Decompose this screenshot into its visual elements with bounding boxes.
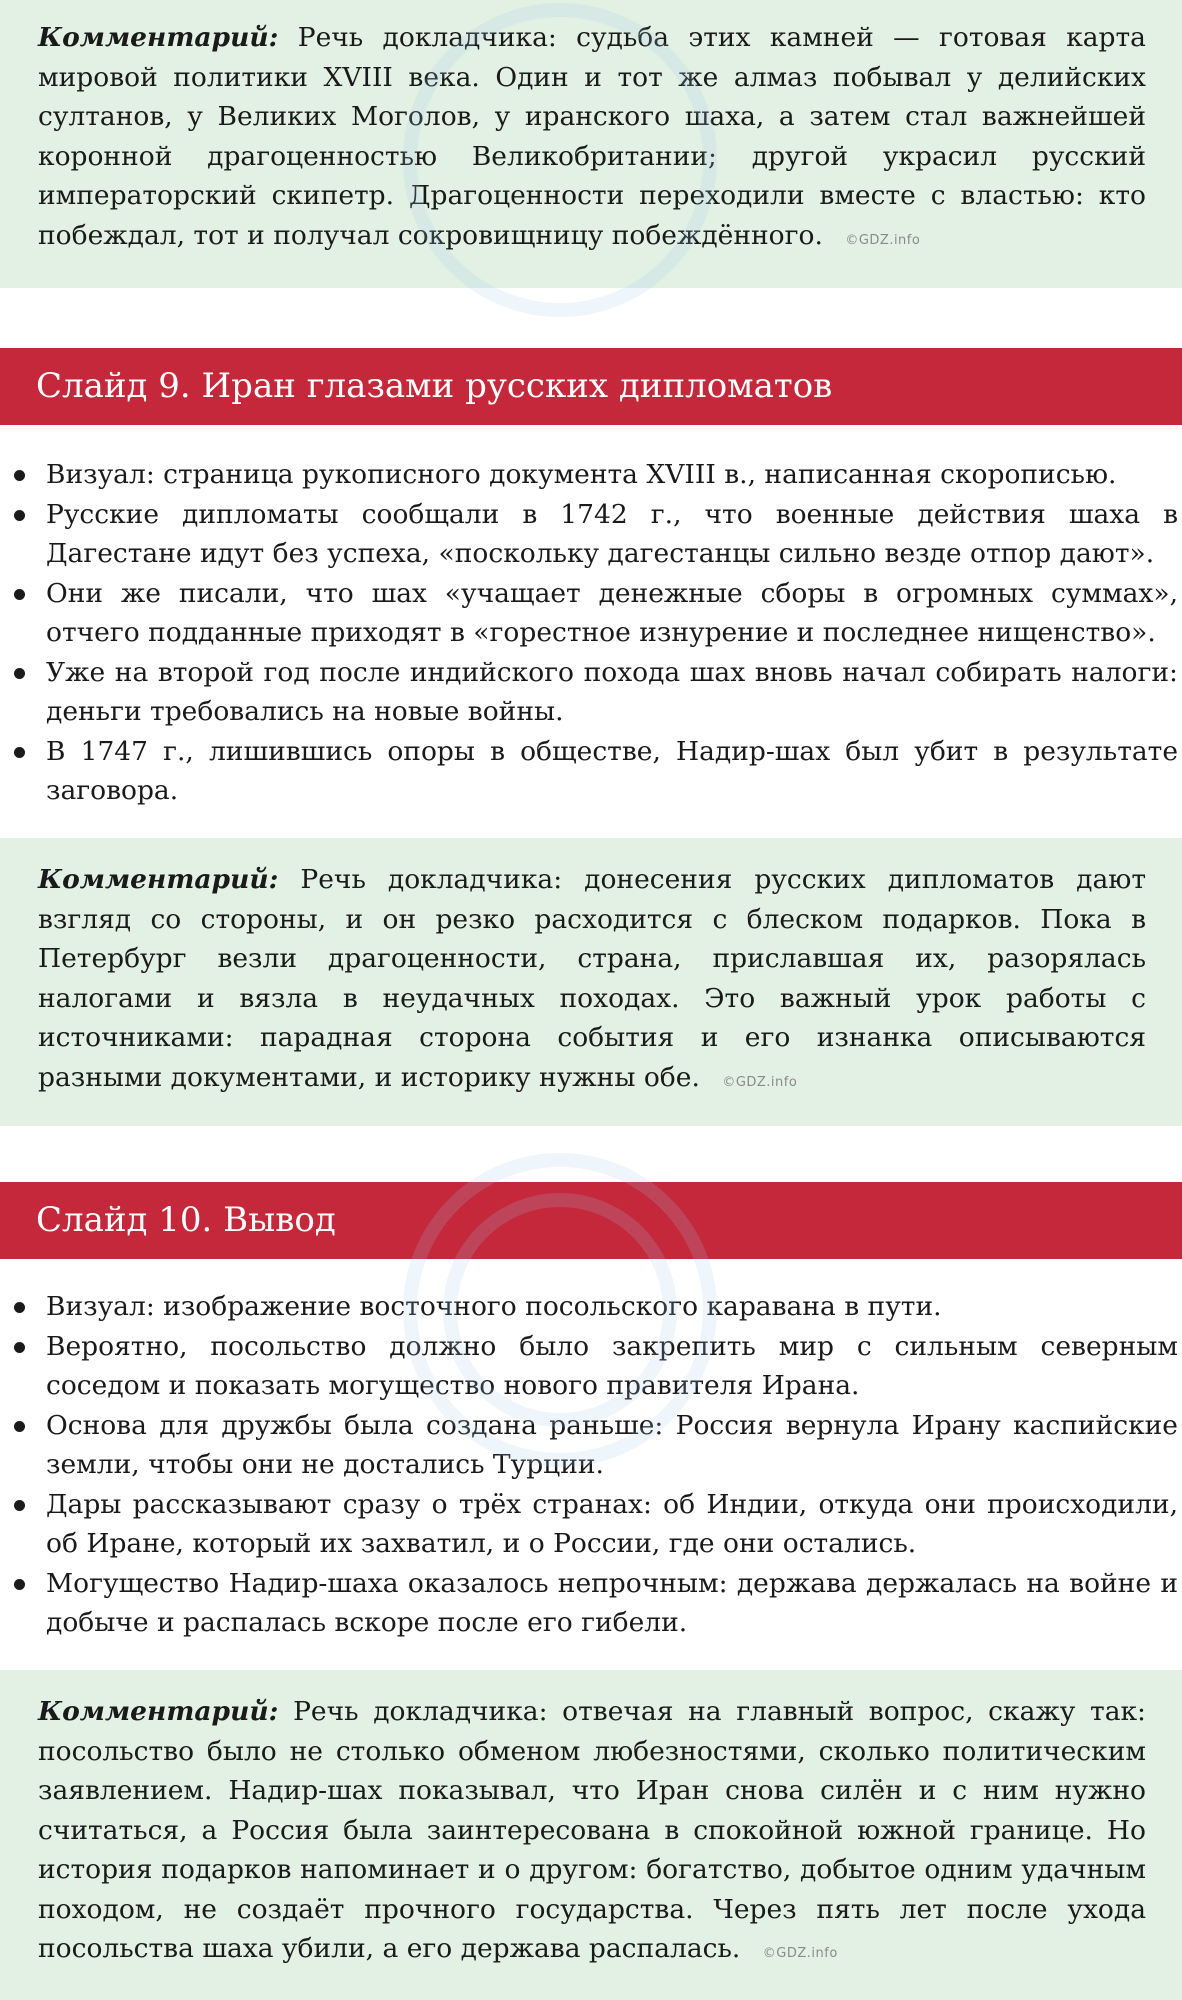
comment-text: Речь докладчика: отвечая на главный вопрос, скажу так: посольство было не столько обменом любезностями, сколько политическим заявлением. Надир-шах показывал, что Иран снова силён и с ним нужно считаться, а Россия была заинтересована в спокойной южной границе. Но история подарков напоминает и о другом: богатство, добытое одним удачным походом, не создаёт прочного государства. Через пять лет после ухода посольства шаха убили, а его держава распалась.: [38, 1696, 1146, 1964]
bullet-item: Основа для дружбы была создана раньше: Россия вернула Ирану каспийские земли, чтобы они не достались Турции.: [0, 1406, 1182, 1485]
comment-label: Комментарий:: [38, 22, 279, 53]
bullet-item: Визуал: страница рукописного документа XVIII в., написанная скорописью.: [0, 455, 1182, 495]
comment-text: Речь докладчика: судьба этих камней — готовая карта мировой политики XVIII века. Один и тот же алмаз побывал у делийских султанов, у Великих Моголов, у иранского шаха, а затем стал важнейшей коронной драгоценностью Великобритании; другой украсил русский императорский скипетр. Драгоценности переходили вместе с властью: кто побеждал, тот и получал сокровищницу побеждённого.: [38, 22, 1146, 251]
bullet-item: Вероятно, посольство должно было закрепить мир с сильным северным соседом и показать могущество нового правителя Ирана.: [0, 1327, 1182, 1406]
slide-9-header: Слайд 9. Иран глазами русских дипломатов: [0, 348, 1182, 425]
watermark-text: ©GDZ.info: [762, 1946, 838, 1961]
watermark-text: ©GDZ.info: [722, 1074, 798, 1090]
comment-text: Речь докладчика: донесения русских дипломатов дают взгляд со стороны, и он резко расходится с блеском подарков. Пока в Петербург везли драгоценности, страна, приславшая их, разорялась налогами и вязла в неудачных походах. Это важный урок работы с источниками: парадная сторона события и его изнанка описываются разными документами, и историку нужны обе.: [38, 864, 1146, 1093]
bullet-item: Дары рассказывают сразу о трёх странах: об Индии, откуда они происходили, об Иране, который их захватил, и о России, где они остались.: [0, 1485, 1182, 1564]
bullet-item: Уже на второй год после индийского похода шах вновь начал собирать налоги: деньги требовались на новые войны.: [0, 653, 1182, 732]
bullet-item: Русские дипломаты сообщали в 1742 г., что военные действия шаха в Дагестане идут без успеха, «поскольку дагестанцы сильно везде отпор дают».: [0, 495, 1182, 574]
watermark-text: ©GDZ.info: [845, 232, 921, 248]
comment-box-3: [0, 1670, 1182, 2000]
bullet-item: Визуал: изображение восточного посольского каравана в пути.: [0, 1287, 1182, 1327]
comment-box-1: [0, 0, 1182, 288]
slide-10-bullets: [0, 1287, 1182, 1643]
bullet-item: Могущество Надир-шаха оказалось непрочным: держава держалась на войне и добыче и распалась вскоре после его гибели.: [0, 1564, 1182, 1643]
comment-box-2: [0, 838, 1182, 1126]
slide-9-bullets: [0, 455, 1182, 811]
bullet-item: Они же писали, что шах «учащает денежные сборы в огромных суммах», отчего подданные приходят в «горестное изнурение и последнее нищенство».: [0, 574, 1182, 653]
bullet-item: В 1747 г., лишившись опоры в обществе, Надир-шах был убит в результате заговора.: [0, 732, 1182, 811]
slide-10-header: Слайд 10. Вывод: [0, 1182, 1182, 1259]
comment-label: Комментарий:: [38, 864, 279, 895]
comment-label: Комментарий:: [38, 1696, 279, 1727]
